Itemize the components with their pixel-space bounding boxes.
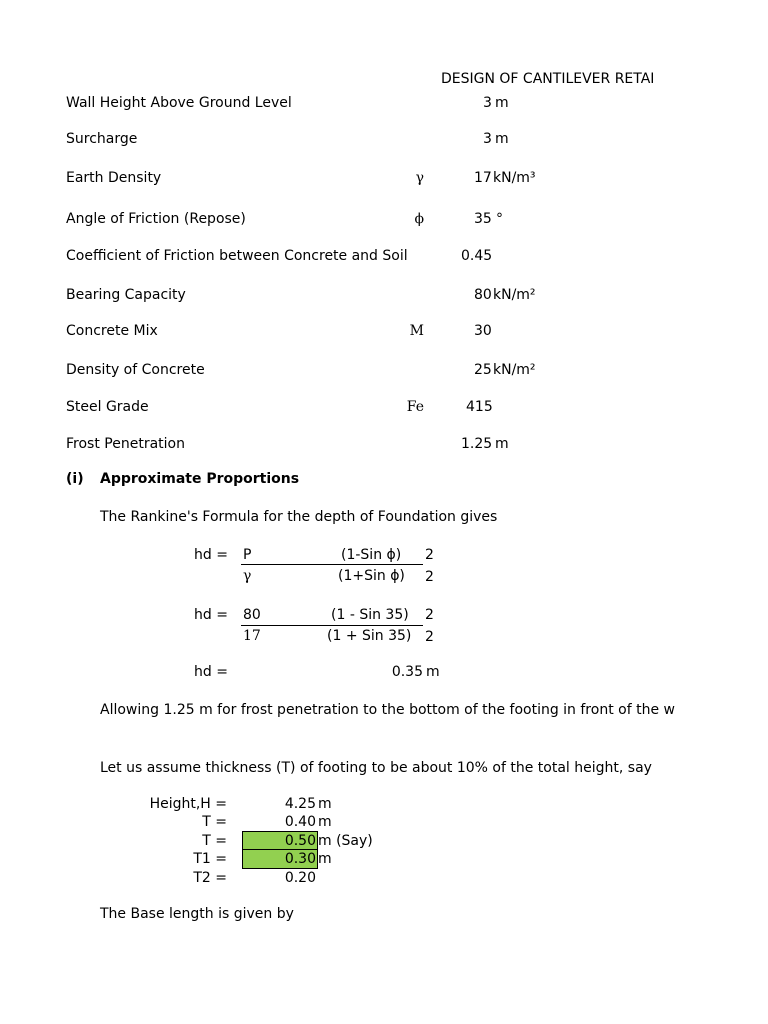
- result-lhs: hd =: [194, 664, 228, 680]
- assume-text: Let us assume thickness (T) of footing to be about 10% of the total height, say: [100, 760, 652, 776]
- formula-denominator-right: (1 + Sin 35): [327, 628, 412, 644]
- dimension-label: Height,H =: [149, 796, 227, 812]
- formula-denominator-left: 17: [243, 628, 261, 644]
- parameter-value: 25: [474, 362, 492, 378]
- formula-numerator-exponent: 2: [425, 607, 434, 623]
- formula-numerator-right: (1-Sin ϕ): [341, 547, 402, 563]
- formula-lhs: hd =: [194, 547, 228, 563]
- parameter-value: 3: [483, 95, 492, 111]
- parameter-label: Angle of Friction (Repose): [66, 211, 246, 227]
- dimension-label: T =: [202, 814, 227, 830]
- result-unit: m: [426, 664, 440, 680]
- formula-numerator-left: 80: [243, 607, 261, 623]
- base-length-text: The Base length is given by: [100, 906, 294, 922]
- parameter-symbol: ϕ: [414, 211, 424, 227]
- parameter-label: Concrete Mix: [66, 323, 158, 339]
- section-title: Approximate Proportions: [100, 471, 300, 487]
- parameter-unit: kN/m³: [493, 170, 536, 186]
- formula-numerator-left: P: [243, 547, 252, 563]
- dimension-label: T =: [202, 833, 227, 849]
- dimension-unit: m: [318, 851, 332, 867]
- parameter-label: Earth Density: [66, 170, 162, 186]
- parameter-label: Steel Grade: [66, 399, 149, 415]
- parameter-value: 80: [474, 287, 492, 303]
- dimension-label: T2 =: [193, 870, 227, 886]
- formula-denominator-exponent: 2: [425, 569, 434, 585]
- parameter-value: 3: [483, 131, 492, 147]
- parameter-label: Coefficient of Friction between Concrete and Soil: [66, 248, 408, 264]
- dimension-unit: m: [318, 796, 332, 812]
- section-number: (i): [66, 471, 84, 487]
- parameter-value: 1.25: [461, 436, 493, 452]
- parameter-label: Surcharge: [66, 131, 138, 147]
- dimension-value: 0.40: [284, 814, 316, 830]
- page-title: DESIGN OF CANTILEVER RETAI: [441, 71, 655, 87]
- parameter-unit: m: [495, 95, 509, 111]
- parameter-unit: m: [495, 131, 509, 147]
- dimension-value: 4.25: [284, 796, 316, 812]
- parameter-label: Density of Concrete: [66, 362, 205, 378]
- allowing-text: Allowing 1.25 m for frost penetration to the bottom of the footing in front of the w: [100, 702, 675, 718]
- fraction-bar: [241, 625, 423, 626]
- rankine-text: The Rankine's Formula for the depth of Foundation gives: [100, 509, 498, 525]
- parameter-value: 0.45: [461, 248, 493, 264]
- parameter-value: 415: [466, 399, 493, 415]
- result-value: 0.35: [391, 664, 423, 680]
- parameter-symbol: M: [409, 323, 424, 339]
- parameter-symbol: γ: [415, 170, 424, 186]
- formula-numerator-right: (1 - Sin 35): [331, 607, 409, 623]
- parameter-value: 17: [474, 170, 492, 186]
- dimension-value: 0.30: [284, 851, 316, 867]
- formula-denominator-right: (1+Sin ϕ): [338, 568, 405, 584]
- formula-lhs: hd =: [194, 607, 228, 623]
- parameter-label: Wall Height Above Ground Level: [66, 95, 292, 111]
- parameter-unit: kN/m²: [493, 362, 536, 378]
- formula-numerator-exponent: 2: [425, 547, 434, 563]
- dimension-label: T1 =: [193, 851, 227, 867]
- formula-denominator-left: γ: [243, 568, 252, 584]
- dimension-unit: m: [318, 814, 332, 830]
- fraction-bar: [241, 564, 423, 565]
- parameter-label: Bearing Capacity: [66, 287, 186, 303]
- parameter-label: Frost Penetration: [66, 436, 185, 452]
- formula-denominator-exponent: 2: [425, 629, 434, 645]
- parameter-value: 30: [474, 323, 492, 339]
- dimension-value: 0.50: [284, 833, 316, 849]
- dimension-value: 0.20: [284, 870, 316, 886]
- parameter-unit: kN/m²: [493, 287, 536, 303]
- parameter-unit: m: [495, 436, 509, 452]
- parameter-value: 35: [474, 211, 492, 227]
- dimension-unit: m (Say): [318, 833, 373, 849]
- parameter-symbol: Fe: [406, 399, 424, 415]
- parameter-unit: °: [496, 211, 503, 227]
